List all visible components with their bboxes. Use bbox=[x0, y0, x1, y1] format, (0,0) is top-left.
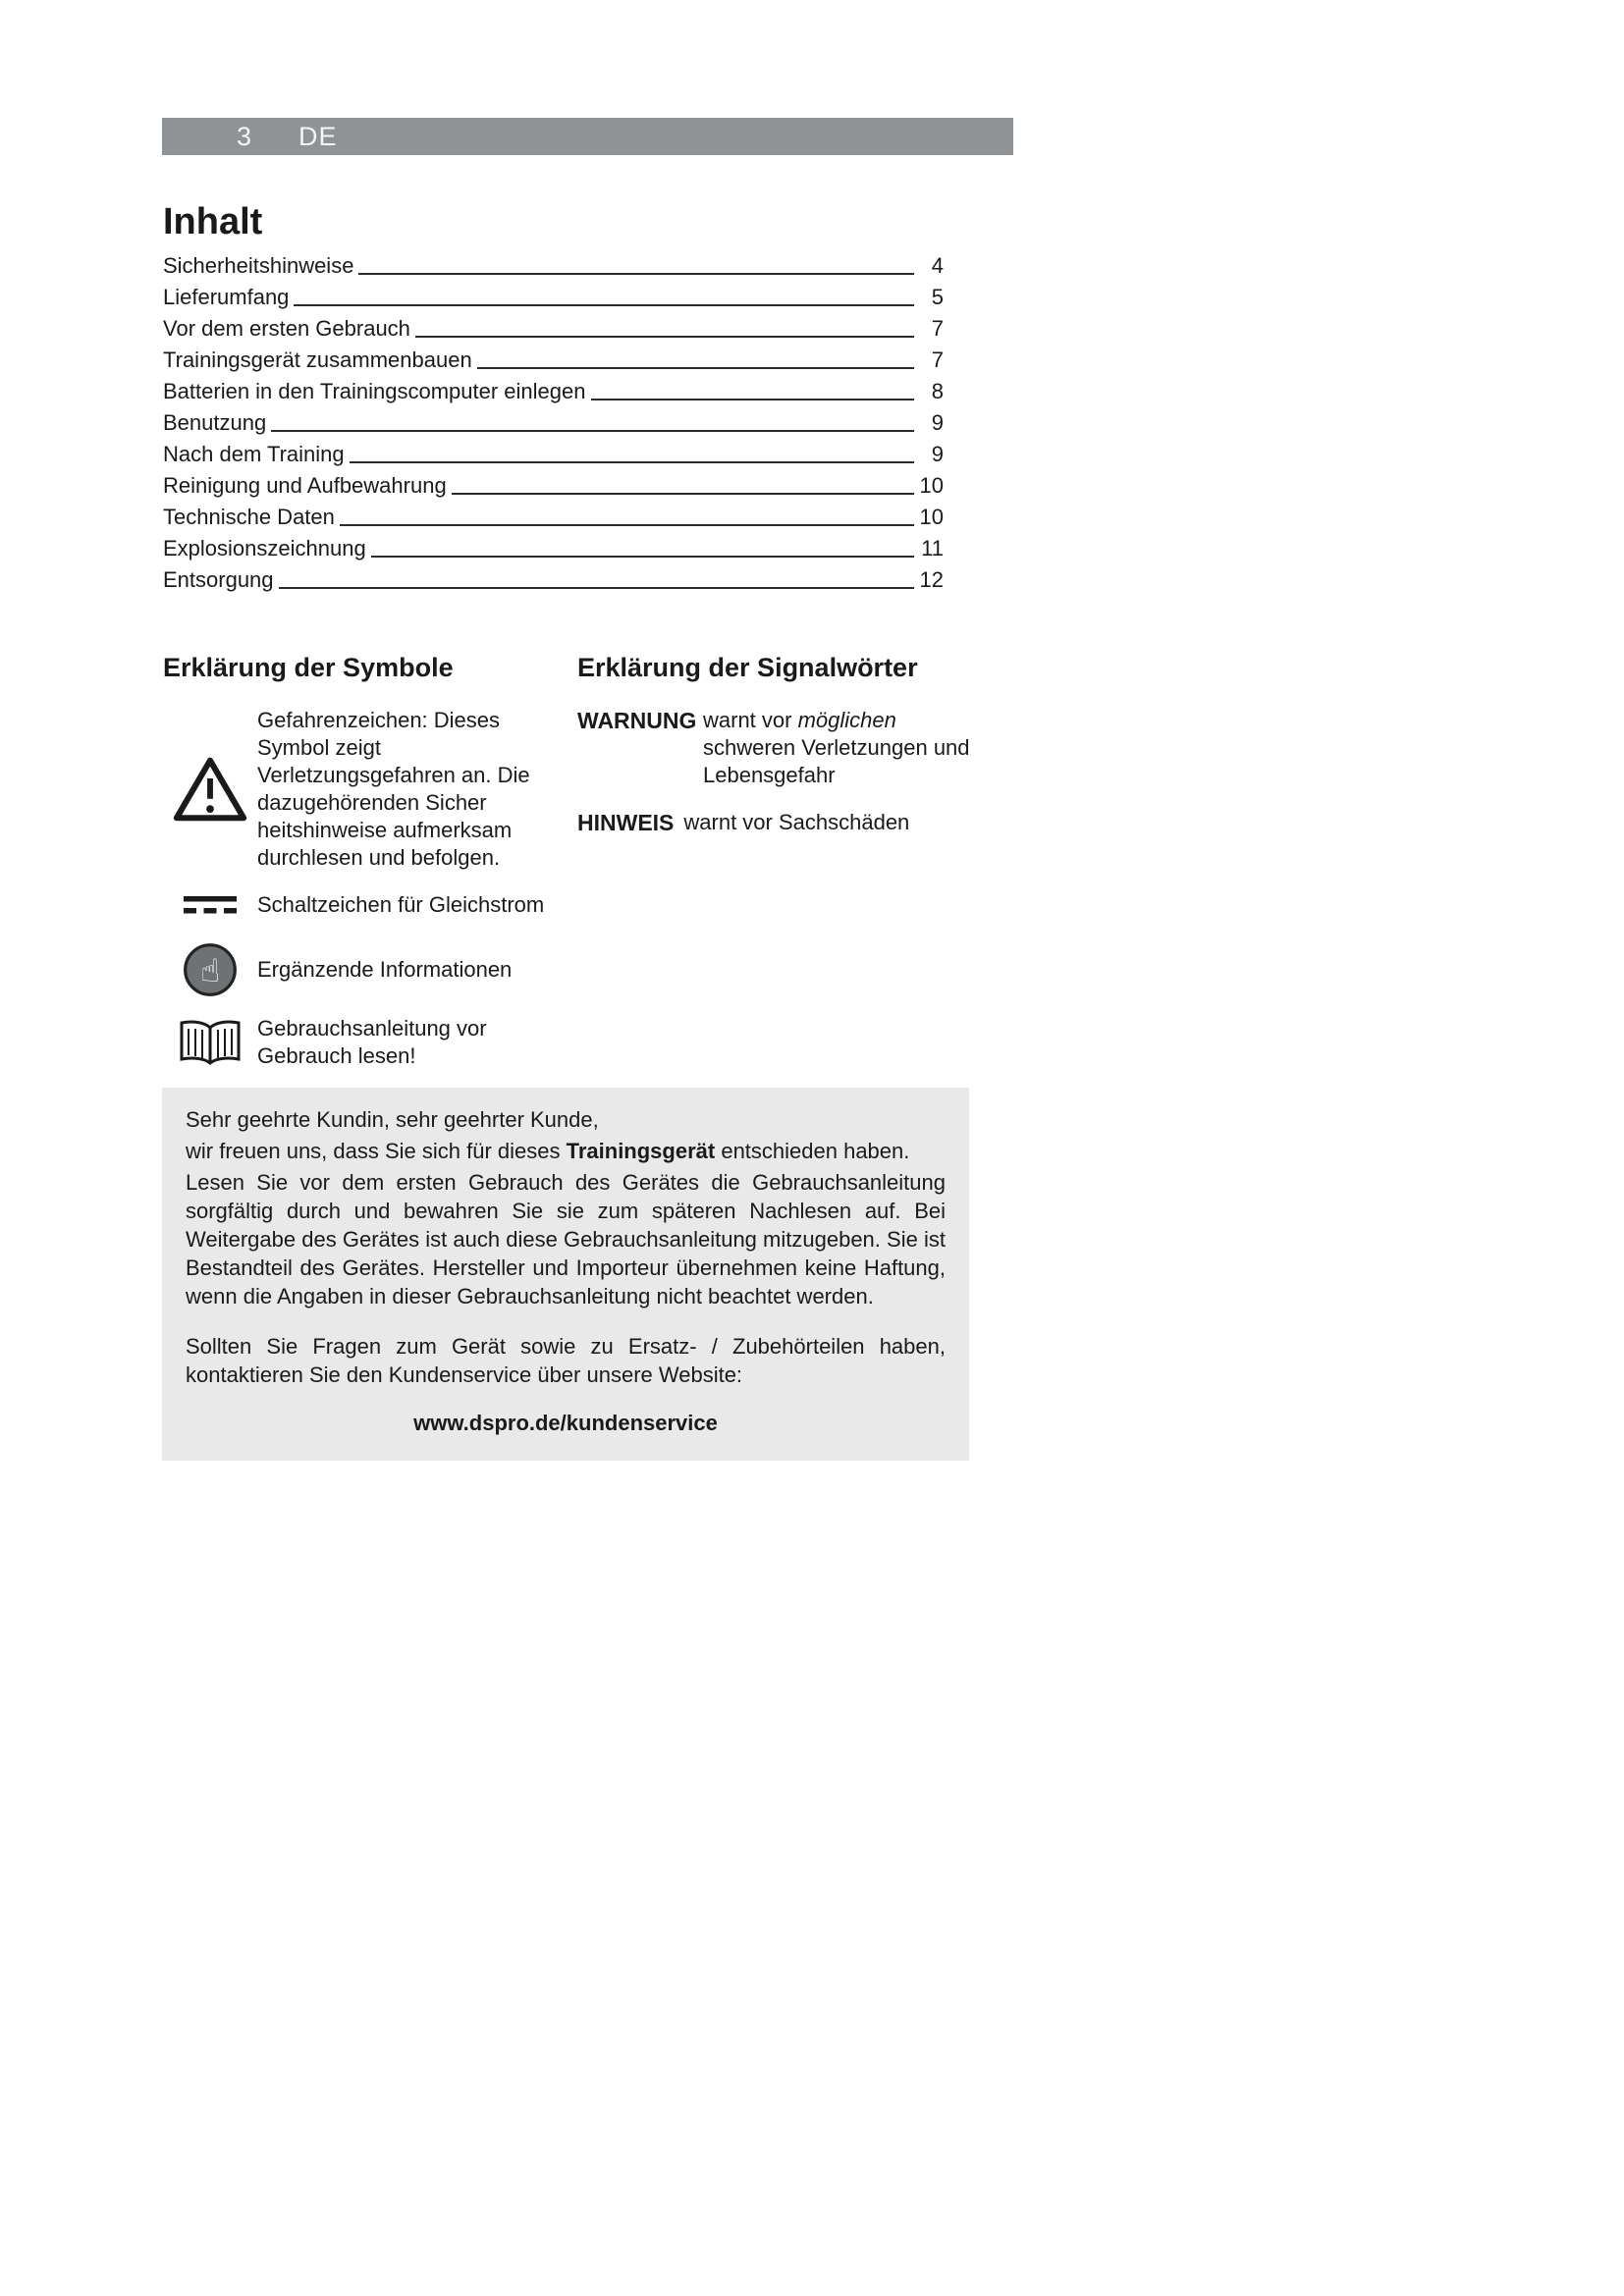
toc-item-label: Reinigung und Aufbewahrung bbox=[163, 473, 447, 498]
note-intro-prefix: wir freuen uns, dass Sie sich für dieses bbox=[186, 1139, 567, 1163]
signal-warnung-text-prefix: warnt vor bbox=[703, 708, 798, 732]
toc-row bbox=[163, 342, 944, 373]
signal-warnung-text bbox=[703, 707, 970, 789]
symbol-row-dc bbox=[163, 891, 585, 919]
toc-leader-line bbox=[340, 524, 914, 526]
signal-words-section bbox=[577, 653, 970, 856]
toc-leader-line bbox=[294, 304, 914, 306]
toc-row bbox=[163, 404, 944, 436]
toc-item-label: Technische Daten bbox=[163, 505, 335, 529]
toc-row bbox=[163, 561, 944, 593]
hand-pointing-icon bbox=[163, 942, 257, 997]
language-code: DE bbox=[298, 121, 338, 151]
note-intro bbox=[186, 1137, 946, 1165]
toc-row bbox=[163, 310, 944, 342]
toc-item-page: 11 bbox=[921, 536, 944, 561]
toc-item-label: Sicherheitshinweise bbox=[163, 253, 354, 278]
toc-item-page: 5 bbox=[931, 285, 944, 309]
toc-leader-line bbox=[350, 461, 914, 463]
customer-note-box bbox=[162, 1088, 969, 1461]
signal-row-warnung bbox=[577, 707, 970, 789]
toc-leader-line bbox=[415, 336, 914, 338]
signal-warnung-emphasis: möglichen bbox=[797, 708, 896, 732]
signal-words-heading: Erklärung der Signalwörter bbox=[577, 653, 918, 682]
note-body: Lesen Sie vor dem ersten Gebrauch des Gerätes die Gebrauchsanleitung sorgfältig durch und bewahren Sie sie zum späteren Nachlesen auf. Bei Weitergabe des Gerätes ist auch diese Gebrauchsanleitung mitzugeben. Sie ist Bestandteil des Gerätes. Hersteller und Importeur übernehmen keine Haftung, wenn die Angaben in dieser Gebrauchsanleitung nicht beachtet werden. bbox=[186, 1170, 946, 1308]
toc-item-label: Benutzung bbox=[163, 410, 267, 435]
symbol-info-text: Ergänzende Informationen bbox=[257, 957, 513, 982]
toc-item-page: 9 bbox=[931, 442, 944, 466]
toc-item-page: 9 bbox=[931, 410, 944, 435]
toc-item-page: 8 bbox=[931, 379, 944, 403]
note-intro-suffix: entschieden haben. bbox=[715, 1139, 910, 1163]
svg-text:☝: ☝ bbox=[200, 951, 220, 989]
signal-hinweis-text: warnt vor Sachschäden bbox=[683, 810, 910, 834]
toc-item-page: 10 bbox=[919, 473, 944, 498]
page-number: 3 bbox=[237, 121, 252, 151]
toc-item-page: 7 bbox=[931, 347, 944, 372]
toc-leader-line bbox=[477, 367, 914, 369]
toc-row bbox=[163, 530, 944, 561]
website-text: www.dspro.de/kundenservice bbox=[413, 1411, 718, 1435]
toc-item-page: 7 bbox=[931, 316, 944, 341]
symbols-heading: Erklärung der Symbole bbox=[163, 653, 454, 682]
toc-title: Inhalt bbox=[163, 201, 263, 243]
toc-row bbox=[163, 373, 944, 404]
symbol-manual-text: Gebrauchsanleitung vor Gebrauch lesen! bbox=[257, 1016, 487, 1068]
toc-item-label: Batterien in den Trainingscomputer einlegen bbox=[163, 379, 586, 403]
toc-item-label: Explosionszeichnung bbox=[163, 536, 366, 561]
dc-symbol-icon bbox=[163, 893, 257, 917]
toc-item-page: 4 bbox=[931, 253, 944, 278]
symbol-row-info bbox=[163, 942, 585, 997]
signal-row-hinweis bbox=[577, 809, 970, 836]
toc-item-label: Entsorgung bbox=[163, 567, 274, 592]
toc-item-page: 12 bbox=[919, 567, 944, 592]
note-salutation: Sehr geehrte Kundin, sehr geehrter Kunde, bbox=[186, 1107, 599, 1132]
toc-item-page: 10 bbox=[919, 505, 944, 529]
toc-item-label: Trainingsgerät zusammenbauen bbox=[163, 347, 472, 372]
signal-word-hinweis: HINWEIS bbox=[577, 810, 675, 835]
signal-word-warnung: WARNUNG bbox=[577, 708, 697, 733]
toc-row bbox=[163, 499, 944, 530]
toc-item-label: Lieferumfang bbox=[163, 285, 290, 309]
toc-item-label: Vor dem ersten Gebrauch bbox=[163, 316, 410, 341]
note-intro-bold: Trainingsgerät bbox=[566, 1139, 716, 1163]
symbol-row-manual bbox=[163, 1015, 585, 1070]
toc-row bbox=[163, 279, 944, 310]
symbol-row-danger bbox=[163, 707, 585, 872]
signal-warnung-text-suffix: schweren Verletzungen und Lebensgefahr bbox=[703, 735, 970, 787]
symbols-section bbox=[163, 653, 585, 1070]
toc-leader-line bbox=[591, 399, 915, 400]
note-contact: Sollten Sie Fragen zum Gerät sowie zu Ersatz- / Zubehörteilen haben, kontaktieren Sie den Kundenservice über unsere Website: bbox=[186, 1334, 946, 1387]
table-of-contents bbox=[163, 247, 944, 593]
toc-row bbox=[163, 247, 944, 279]
toc-leader-line bbox=[371, 556, 914, 558]
warning-triangle-icon bbox=[163, 755, 257, 824]
page-header-bar bbox=[162, 118, 1013, 155]
open-book-icon bbox=[163, 1018, 257, 1067]
toc-row bbox=[163, 467, 944, 499]
toc-item-label: Nach dem Training bbox=[163, 442, 345, 466]
toc-leader-line bbox=[271, 430, 914, 432]
toc-row bbox=[163, 436, 944, 467]
toc-leader-line bbox=[358, 273, 914, 275]
symbol-danger-text: Gefahrenzeichen: Dieses Symbol zeigt Verletzungsgefahren an. Die dazugehörenden Sicher heitshinweise aufmerksam durchlesen und befolgen. bbox=[257, 708, 530, 870]
toc-leader-line bbox=[452, 493, 914, 495]
symbol-dc-text: Schaltzeichen für Gleichstrom bbox=[257, 892, 545, 917]
toc-leader-line bbox=[279, 587, 914, 589]
